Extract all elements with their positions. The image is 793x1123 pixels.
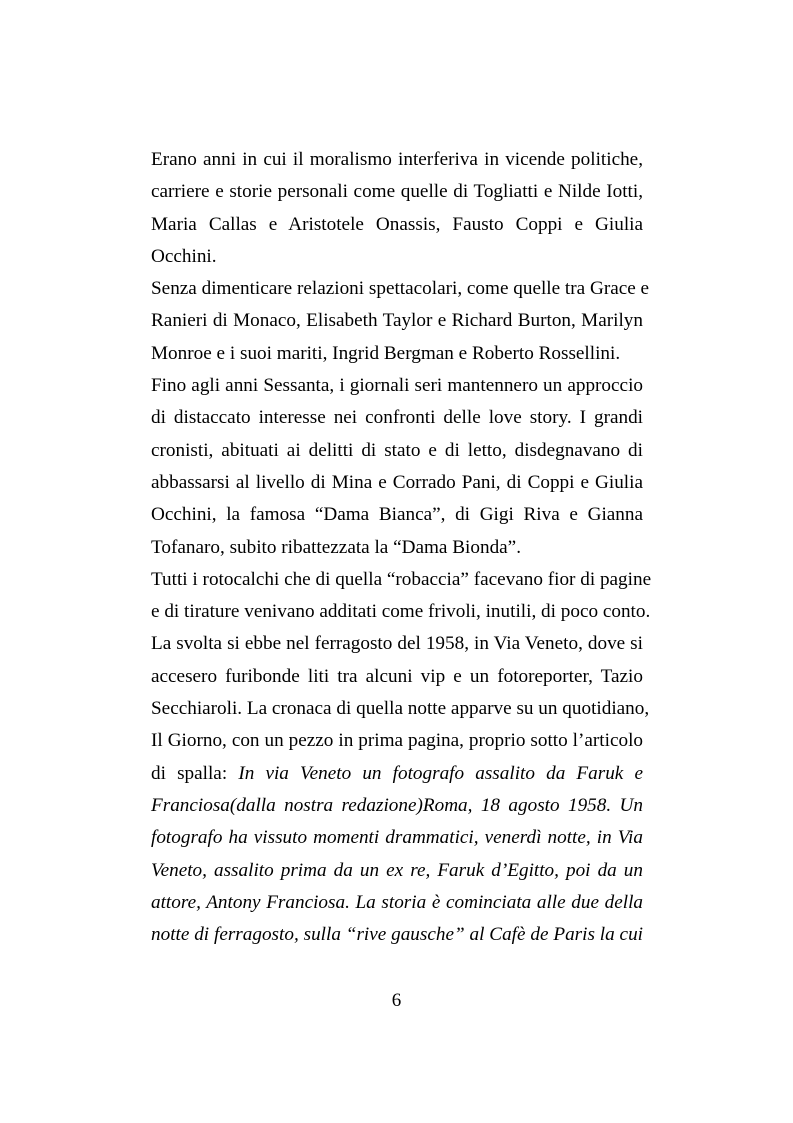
text-line: e di tirature venivano additati come frivoli, inutili, di poco conto.: [151, 601, 651, 623]
quoted-article-line: notte di ferragosto, sulla “rive gausche” al Cafè de Paris la cui: [151, 924, 643, 946]
text-line: cronisti, abituati ai delitti di stato e di letto, disdegnavano di: [151, 439, 643, 461]
quoted-article-line: Franciosa(dalla nostra redazione)Roma, 18 agosto 1958. Un: [151, 794, 643, 816]
page-number: 6: [391, 990, 402, 1011]
text-line: Occhini, la famosa “Dama Bianca”, di Gigi Riva e Gianna: [151, 504, 643, 526]
quoted-article-line: attore, Antony Franciosa. La storia è cominciata alle due della: [151, 891, 643, 913]
text-span: di spalla:: [151, 762, 239, 784]
text-line: accesero furibonde liti tra alcuni vip e un fotoreporter, Tazio: [151, 665, 643, 687]
text-line-mixed: [151, 758, 643, 790]
quoted-article-span: In via Veneto un fotografo assalito da Faruk e: [238, 762, 643, 784]
text-line: Secchiaroli. La cronaca di quella notte apparve su un quotidiano,: [151, 698, 650, 720]
text-line: Erano anni in cui il moralismo interferiva in vicende politiche,: [151, 149, 643, 170]
quoted-article-line: Veneto, assalito prima da un ex re, Faruk d’Egitto, poi da un: [151, 859, 643, 881]
body-text: [151, 144, 652, 951]
text-line: abbassarsi al livello di Mina e Corrado Pani, di Coppi e Giulia: [151, 471, 643, 493]
quoted-article-line: fotografo ha vissuto momenti drammatici, venerdì notte, in Via: [151, 827, 643, 849]
text-line: Maria Callas e Aristotele Onassis, Fausto Coppi e Giulia: [151, 213, 643, 235]
text-line: La svolta si ebbe nel ferragosto del 1958, in Via Veneto, dove si: [151, 633, 643, 655]
text-line: carriere e storie personali come quelle di Togliatti e Nilde Iotti,: [151, 181, 643, 203]
text-line: Ranieri di Monaco, Elisabeth Taylor e Richard Burton, Marilyn: [151, 310, 643, 332]
text-line: Il Giorno, con un pezzo in prima pagina, proprio sotto l’articolo: [151, 730, 643, 752]
text-line: Tutti i rotocalchi che di quella “robaccia” facevano fior di pagine: [151, 568, 652, 590]
text-line: di distaccato interesse nei confronti delle love story. I grandi: [151, 407, 643, 429]
text-line: Occhini.: [151, 245, 217, 267]
text-line: Fino agli anni Sessanta, i giornali seri mantennero un approccio: [151, 375, 643, 397]
text-line: Tofanaro, subito ribattezzata la “Dama Bionda”.: [151, 536, 521, 558]
text-line: Monroe e i suoi mariti, Ingrid Bergman e Roberto Rossellini.: [151, 342, 621, 364]
text-line: Senza dimenticare relazioni spettacolari, come quelle tra Grace e: [151, 278, 650, 300]
